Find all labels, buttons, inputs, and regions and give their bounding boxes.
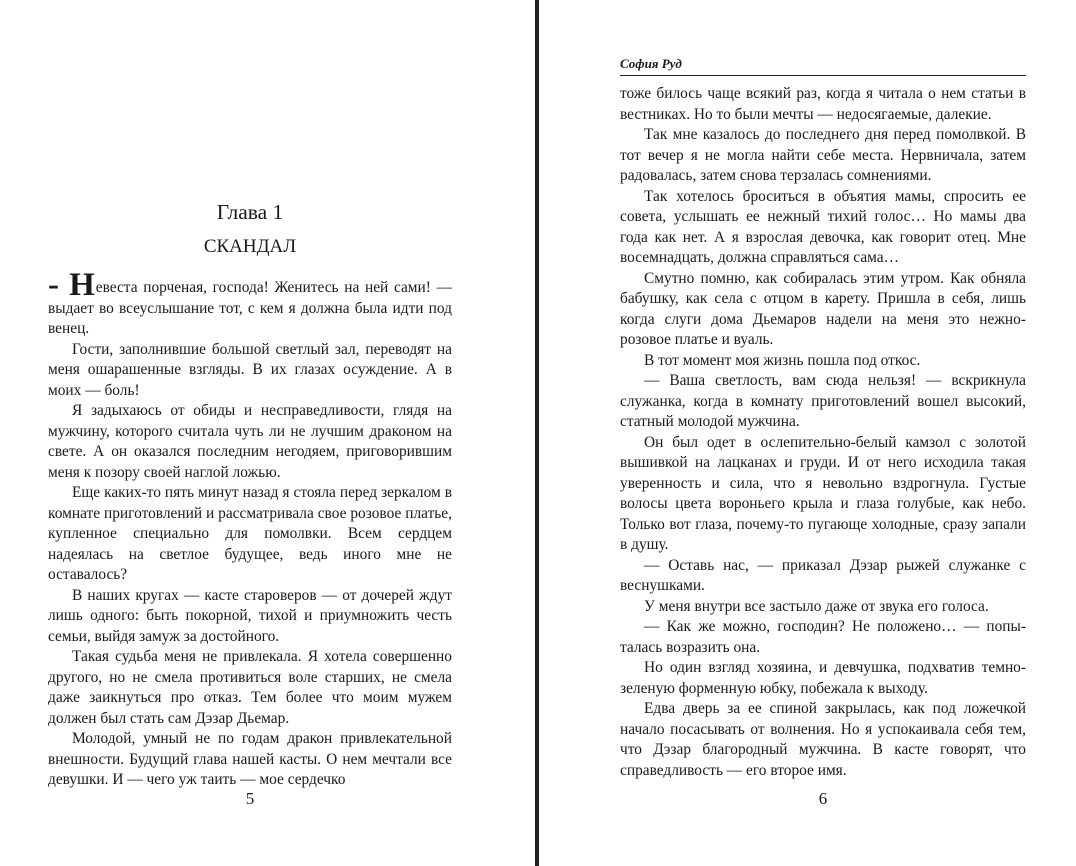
left-page-body bbox=[48, 267, 452, 791]
paragraph: Но один взгляд хозяина, и девчушка, подхватив темно-зеленую форменную юбку, побежала к выходу. bbox=[620, 659, 1026, 697]
paragraph: Смутно помню, как собиралась этим утром. Как обняла бабушку, как села с отцом в карету. Пришла в себя, лишь когда слуги дома Дьемаров надели на меня это нежно-розовое платье и вуаль. bbox=[620, 269, 1026, 348]
paragraph: Я задыхаюсь от обиды и несправедливости, глядя на мужчину, которого считала чуть ли не лучшим драконом на свете. А он оказался последним негодяем, приговорившим меня к позору своей наглой ложью. bbox=[48, 402, 452, 481]
page-number-right: 6 bbox=[818, 789, 828, 808]
page-divider bbox=[535, 0, 539, 866]
paragraph: — Как же можно, господин? Не положено… — попыталась возразить она. bbox=[620, 618, 1026, 656]
right-page-body bbox=[620, 84, 1026, 781]
paragraph: Молодой, умный не по годам дракон привлекательной внешности. Будущий глава нашей касты. О нем мечтали все девушки. И — чего уж таить — мое сердечко bbox=[48, 730, 452, 788]
opening-paragraph-text: евеста порченая, господа! Женитесь на ней сами! — выдает во всеуслышание тот, с кем я должна была идти под венец. bbox=[48, 279, 452, 337]
paragraph: Так мне казалось до последнего дня перед помолвкой. В тот вечер я не могла найти себе места. Нервничала, затем радовалась, затем снова терзалась сомнениями. bbox=[620, 126, 1026, 184]
chapter-title: СКАНДАЛ bbox=[203, 236, 297, 257]
paragraph: Такая судьба меня не привлекала. Я хотела совершенно другого, но не смела противиться воле старших, не смела даже заикнуться про отказ. Тем более что моим мужем должен был стать сам Дэзар Дьемар. bbox=[48, 648, 452, 727]
paragraph: Так хотелось броситься в объятия мамы, спросить ее совета, услышать ее нежный тихий голос… Но мамы два года как нет. А я взрослая девочка, как говорит отец. Мне восемнадцать, должна справляться сама… bbox=[620, 187, 1026, 266]
paragraph: Едва дверь за ее спиной закрылась, как под ложечкой начало посасывать от волнения. Но я успокаивала себя тем, что Дэзар благородный мужчина. В касте говорят, что справедливость — его второе имя. bbox=[620, 700, 1026, 779]
paragraph: Гости, заполнившие большой светлый зал, переводят на меня ошарашенные взгляды. В их глазах осуждение. А в моих — боль! bbox=[48, 340, 452, 399]
paragraph: В наших кругах — касте староверов — от дочерей ждут лишь одного: быть покорной, тихой и приумножить честь семьи, выйдя замуж за достойного. bbox=[48, 586, 452, 645]
page-number-left: 5 bbox=[245, 789, 255, 808]
running-head: София Руд bbox=[620, 56, 1026, 76]
drop-cap: - Н bbox=[48, 267, 95, 303]
paragraph: Он был одет в ослепительно-белый камзол с золотой вышивкой на лацканах и груди. И от него исходила такая уверенность и сила, что я невольно вздрогнула. Густые волосы цвета вороньего крыла и глаза голубые, как небо. Только вот глаза, почему-то пугающе холодные, сразу запали в душу. bbox=[620, 433, 1026, 553]
paragraph: — Ваша светлость, вам сюда нельзя! — вскрикнула служанка, когда в комнату приготовлений вошел высокий, статный молодой мужчина. bbox=[620, 372, 1026, 430]
right-page bbox=[620, 0, 1026, 866]
paragraph: В тот момент моя жизнь пошла под откос. bbox=[644, 351, 921, 369]
continuation-paragraph: тоже билось чаще всякий раз, когда я читала о нем статьи в вестниках. Но то были мечты — недосягаемые, далекие. bbox=[620, 85, 1026, 123]
left-page bbox=[48, 0, 452, 866]
paragraph: — Оставь нас, — приказал Дэзар рыжей служанке с веснушками. bbox=[620, 556, 1026, 594]
paragraph: У меня внутри все застыло даже от звука его голоса. bbox=[644, 597, 989, 615]
opening-paragraph bbox=[48, 267, 452, 340]
paragraph: Еще каких-то пять минут назад я стояла перед зеркалом в комнате приготовлений и рассматривала свое розовое платье, купленное специально для помолвки. Всем сердцем надеялась на светлое будущее, ведь иного мне не оставалось? bbox=[48, 484, 452, 583]
chapter-number: Глава 1 bbox=[216, 200, 284, 224]
